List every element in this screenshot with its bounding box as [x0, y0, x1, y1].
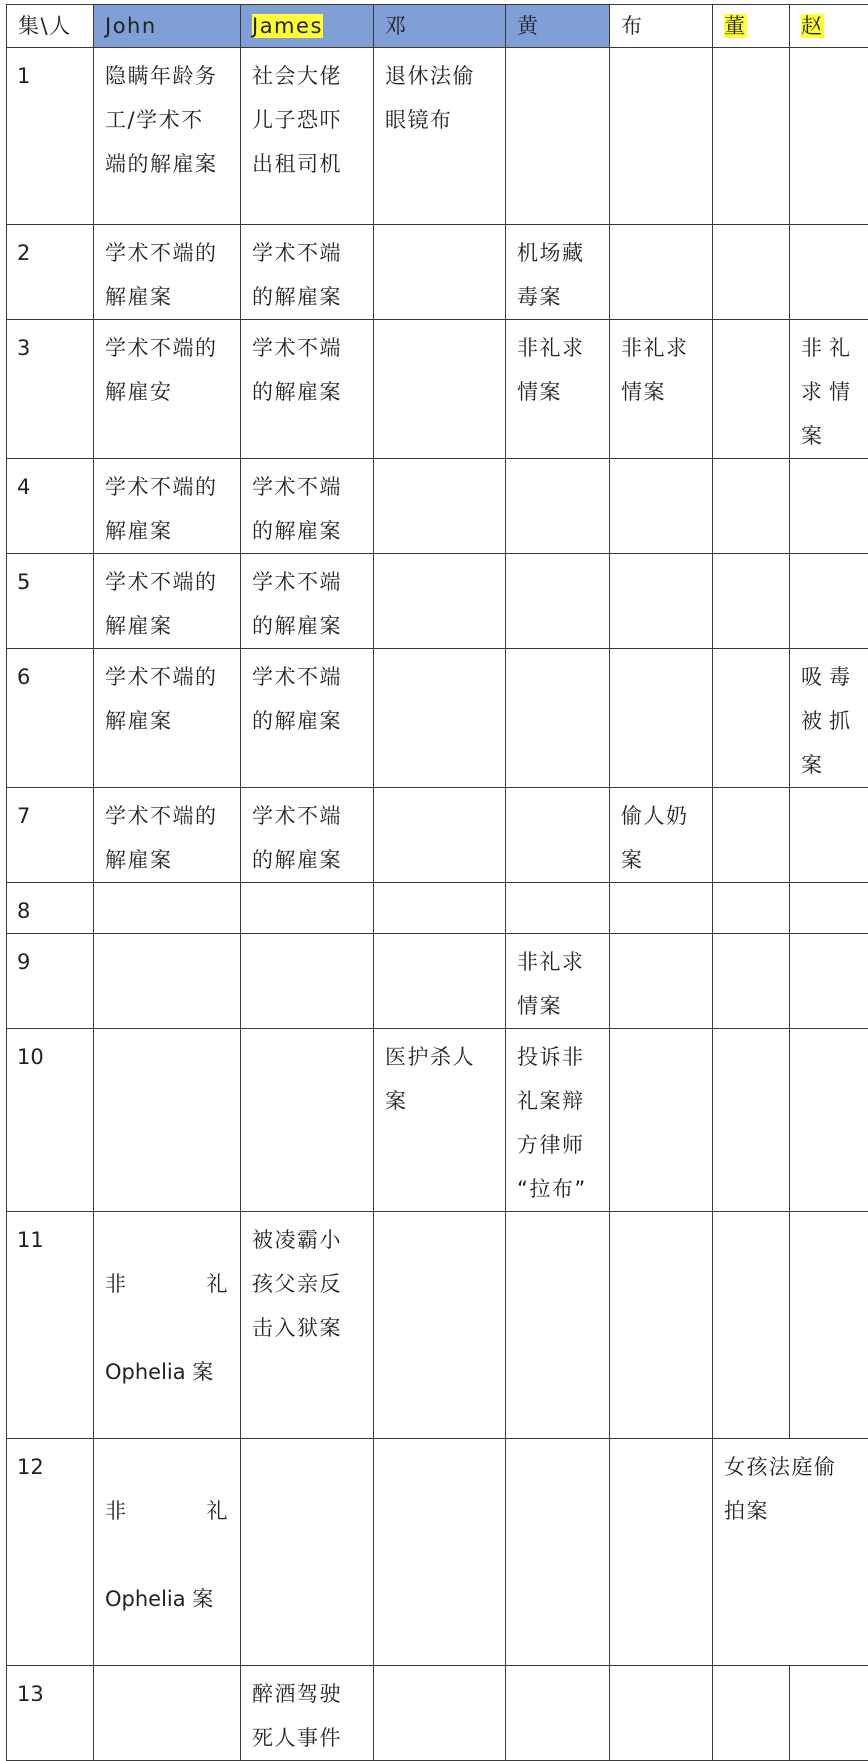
table-row	[7, 788, 868, 883]
dong-cell	[713, 1666, 790, 1761]
dong-cell	[713, 459, 790, 554]
header-row	[7, 5, 868, 48]
episode-cell: 11	[7, 1212, 94, 1439]
john-cell-line: Ophelia 案	[105, 1350, 229, 1394]
john-cell-line: 非 礼	[105, 1262, 229, 1306]
huang-cell: 非礼求 情案	[506, 320, 610, 459]
zhao-cell	[790, 225, 868, 320]
deng-cell	[374, 934, 506, 1029]
zhao-cell	[790, 883, 868, 934]
table-row	[7, 225, 868, 320]
bu-cell	[610, 1439, 713, 1666]
dong-cell	[713, 225, 790, 320]
header-james	[241, 5, 374, 48]
huang-cell: 投诉非 礼案辩 方律师 “拉布”	[506, 1029, 610, 1212]
dong-zhao-merged-cell: 女孩法庭偷 拍案	[713, 1439, 868, 1666]
john-cell	[94, 1029, 241, 1212]
deng-cell	[374, 459, 506, 554]
john-cell: 学术不端的 解雇案	[94, 459, 241, 554]
episode-cell: 4	[7, 459, 94, 554]
huang-cell	[506, 883, 610, 934]
dong-cell	[713, 1029, 790, 1212]
john-cell	[94, 934, 241, 1029]
john-cell: 隐瞒年龄务 工/学术不 端的解雇案	[94, 48, 241, 225]
header-deng: 邓	[374, 5, 506, 48]
table-row	[7, 554, 868, 649]
john-cell: 学术不端的 解雇安	[94, 320, 241, 459]
episode-cell: 7	[7, 788, 94, 883]
table-row	[7, 934, 868, 1029]
john-cell: 学术不端的 解雇案	[94, 225, 241, 320]
table-row	[7, 1029, 868, 1212]
dong-cell	[713, 788, 790, 883]
bu-cell	[610, 225, 713, 320]
james-cell	[241, 1439, 374, 1666]
huang-cell	[506, 48, 610, 225]
episode-cell: 12	[7, 1439, 94, 1666]
bu-cell: 非礼求 情案	[610, 320, 713, 459]
huang-cell	[506, 459, 610, 554]
deng-cell	[374, 554, 506, 649]
huang-cell: 机场藏 毒案	[506, 225, 610, 320]
james-cell	[241, 883, 374, 934]
john-cell	[94, 1666, 241, 1761]
header-huang: 黄	[506, 5, 610, 48]
deng-cell	[374, 1439, 506, 1666]
bu-cell	[610, 1212, 713, 1439]
james-cell	[241, 934, 374, 1029]
zhao-cell	[790, 554, 868, 649]
bu-cell: 偷人奶 案	[610, 788, 713, 883]
john-cell: 学术不端的 解雇案	[94, 649, 241, 788]
dong-cell	[713, 554, 790, 649]
dong-cell	[713, 1212, 790, 1439]
james-cell: 学术不端 的解雇案	[241, 788, 374, 883]
dong-cell	[713, 883, 790, 934]
highlight: James	[252, 14, 323, 38]
james-cell: 醉酒驾驶 死人事件	[241, 1666, 374, 1761]
huang-cell: 非礼求 情案	[506, 934, 610, 1029]
header-episode-person: 集\人	[7, 5, 94, 48]
deng-cell: 医护杀人 案	[374, 1029, 506, 1212]
zhao-cell: 非礼 求情 案	[790, 320, 868, 459]
zhao-cell	[790, 48, 868, 225]
zhao-cell	[790, 934, 868, 1029]
deng-cell	[374, 649, 506, 788]
deng-cell	[374, 1212, 506, 1439]
highlight: 赵	[801, 14, 824, 38]
highlight: 董	[724, 14, 747, 38]
huang-cell	[506, 649, 610, 788]
deng-cell	[374, 225, 506, 320]
john-cell: 学术不端的 解雇案	[94, 788, 241, 883]
episode-cell: 1	[7, 48, 94, 225]
episode-cell: 8	[7, 883, 94, 934]
john-cell-line: Ophelia 案	[105, 1577, 229, 1621]
table-row	[7, 1212, 868, 1439]
deng-cell	[374, 788, 506, 883]
zhao-cell: 吸毒 被抓 案	[790, 649, 868, 788]
huang-cell	[506, 554, 610, 649]
table-row	[7, 649, 868, 788]
deng-cell: 退休法偷 眼镜布	[374, 48, 506, 225]
deng-cell	[374, 883, 506, 934]
table-row	[7, 1439, 868, 1666]
zhao-cell	[790, 1029, 868, 1212]
header-bu: 布	[610, 5, 713, 48]
zhao-cell	[790, 1666, 868, 1761]
john-cell	[94, 1212, 241, 1439]
dong-cell	[713, 48, 790, 225]
james-cell: 学术不端 的解雇案	[241, 649, 374, 788]
huang-cell	[506, 1212, 610, 1439]
james-cell	[241, 1029, 374, 1212]
james-cell: 学术不端 的解雇案	[241, 225, 374, 320]
case-table	[6, 4, 868, 1761]
episode-cell: 5	[7, 554, 94, 649]
bu-cell	[610, 459, 713, 554]
table-row	[7, 320, 868, 459]
huang-cell	[506, 1666, 610, 1761]
bu-cell	[610, 1666, 713, 1761]
deng-cell	[374, 320, 506, 459]
bu-cell	[610, 554, 713, 649]
bu-cell	[610, 883, 713, 934]
james-cell: 学术不端 的解雇案	[241, 554, 374, 649]
bu-cell	[610, 649, 713, 788]
bu-cell	[610, 934, 713, 1029]
episode-cell: 10	[7, 1029, 94, 1212]
dong-cell	[713, 649, 790, 788]
bu-cell	[610, 48, 713, 225]
bu-cell	[610, 1029, 713, 1212]
john-cell-line: 非 礼	[105, 1489, 229, 1533]
dong-cell	[713, 934, 790, 1029]
james-cell: 社会大佬 儿子恐吓 出租司机	[241, 48, 374, 225]
table-row	[7, 48, 868, 225]
header-zhao	[790, 5, 868, 48]
episode-cell: 6	[7, 649, 94, 788]
episode-cell: 13	[7, 1666, 94, 1761]
header-dong	[713, 5, 790, 48]
huang-cell	[506, 1439, 610, 1666]
header-john: John	[94, 5, 241, 48]
episode-cell: 9	[7, 934, 94, 1029]
huang-cell	[506, 788, 610, 883]
james-cell: 学术不端 的解雇案	[241, 320, 374, 459]
deng-cell	[374, 1666, 506, 1761]
james-cell: 学术不端 的解雇案	[241, 459, 374, 554]
zhao-cell	[790, 1212, 868, 1439]
john-cell	[94, 883, 241, 934]
john-cell: 学术不端的 解雇案	[94, 554, 241, 649]
zhao-cell	[790, 459, 868, 554]
zhao-cell	[790, 788, 868, 883]
episode-cell: 3	[7, 320, 94, 459]
table-row	[7, 459, 868, 554]
dong-cell	[713, 320, 790, 459]
table-row	[7, 1666, 868, 1761]
table-row	[7, 883, 868, 934]
john-cell	[94, 1439, 241, 1666]
episode-cell: 2	[7, 225, 94, 320]
james-cell: 被凌霸小 孩父亲反 击入狱案	[241, 1212, 374, 1439]
